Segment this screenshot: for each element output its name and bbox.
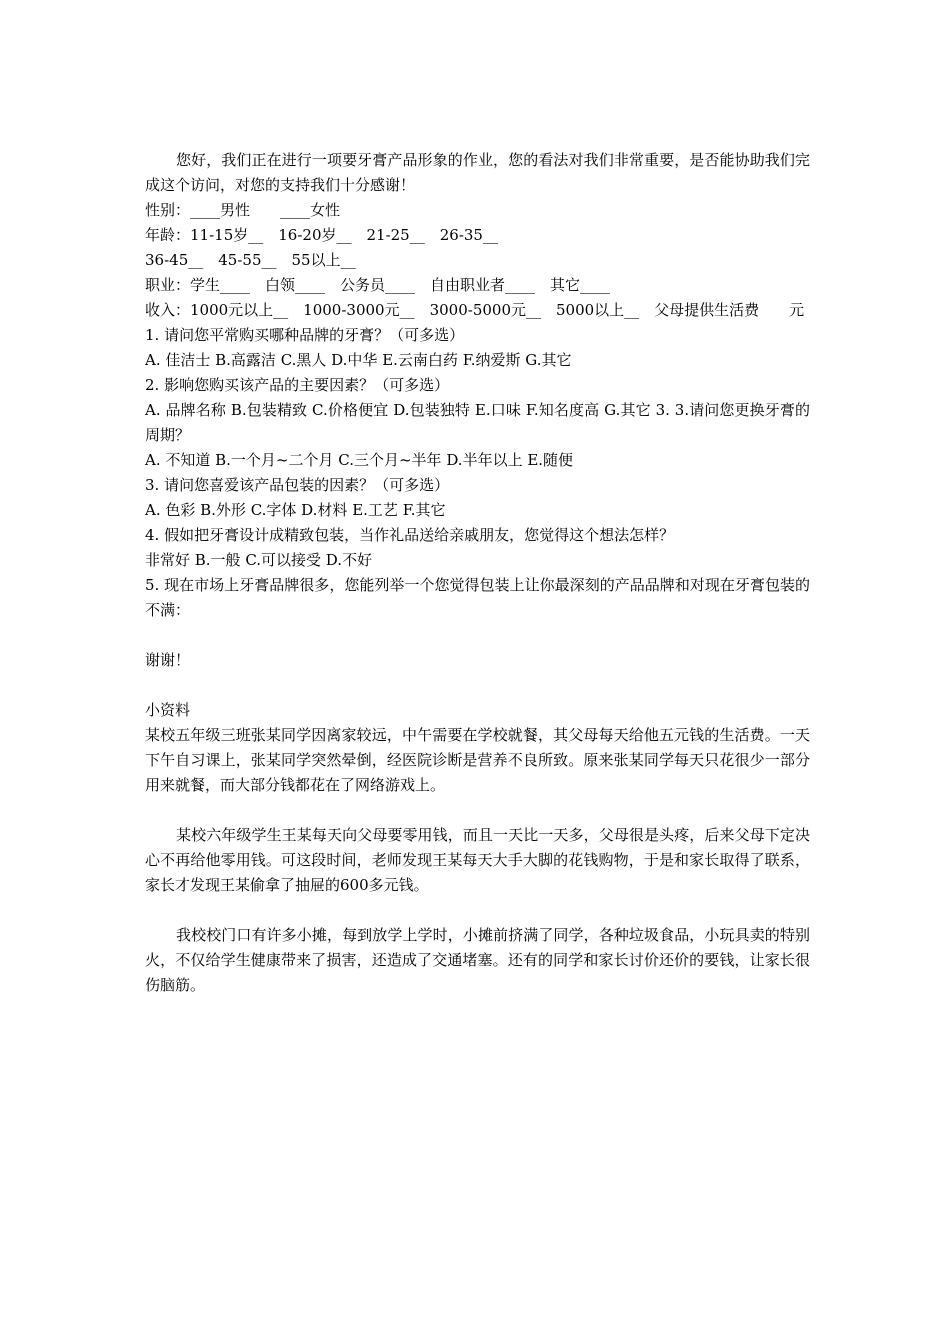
spacer xyxy=(145,898,810,923)
material-heading: 小资料 xyxy=(145,701,191,719)
spacer xyxy=(145,673,810,698)
income-field: 收入：1000元以上__ 1000-3000元__ 3000-5000元__ 5000以上__ 父母提供生活费 元 xyxy=(145,301,805,319)
survey-intro: 您好，我们正在进行一项要牙膏产品形象的作业，您的看法对我们非常重要，是否能协助我们完成这个访问，对您的支持我们十分感谢！ xyxy=(145,151,810,194)
material-story-3: 我校校门口有许多小摊，每到放学上学时，小摊前挤满了同学，各种垃圾食品，小玩具卖的特别火，不仅给学生健康带来了损害，还造成了交通堵塞。还有的同学和家长讨价还价的要钱，让家长很伤脑筋。 xyxy=(145,926,810,994)
question-2: 2. 影响您购买该产品的主要因素？（可多选） xyxy=(145,376,450,394)
age-field-line-1: 年龄：11-15岁__ 16-20岁__ 21-25__ 26-35__ xyxy=(145,226,498,244)
occupation-field: 职业：学生____ 白领____ 公务员____ 自由职业者____ 其它____ xyxy=(145,276,611,294)
material-story-2: 某校六年级学生王某每天向父母要零用钱，而且一天比一天多，父母很是头疼，后来父母下定决心不再给他零用钱。可这段时间，老师发现王某每天大手大脚的花钱购物，于是和家长取得了联系，家长才发现王某偷拿了抽屉的600多元钱。 xyxy=(145,826,810,894)
question-5: 5. 现在市场上牙膏品牌很多，您能列举一个您觉得包装上让你最深刻的产品品牌和对现在牙膏包装的不满： xyxy=(145,576,810,619)
gender-field: 性别：____男性 ____女性 xyxy=(145,201,341,219)
question-1: 1. 请问您平常购买哪种品牌的牙膏？（可多选） xyxy=(145,326,465,344)
question-3-options: A. 色彩 B.外形 C.字体 D.材料 E.工艺 F.其它 xyxy=(145,501,446,519)
question-3a-options: A. 不知道 B.一个月~二个月 C.三个月~半年 D.半年以上 E.随便 xyxy=(145,451,574,469)
thanks-text: 谢谢！ xyxy=(145,651,191,669)
question-4-options: 非常好 B.一般 C.可以接受 D.不好 xyxy=(145,551,373,569)
document-page xyxy=(145,148,810,998)
question-1-options: A. 佳洁士 B.高露洁 C.黑人 D.中华 E.云南白药 F.纳爱斯 G.其它 xyxy=(145,351,572,369)
age-field-line-2: 36-45__ 45-55__ 55以上__ xyxy=(145,251,356,269)
material-story-1: 某校五年级三班张某同学因离家较远，中午需要在学校就餐，其父母每天给他五元钱的生活费。一天下午自习课上，张某同学突然晕倒，经医院诊断是营养不良所致。原来张某同学每天只花很少一部分用来就餐，而大部分钱都花在了网络游戏上。 xyxy=(145,726,810,794)
question-2-options: A. 品牌名称 B.包装精致 C.价格便宜 D.包装独特 E.口味 F.知名度高 G.其它 3. 3.请问您更换牙膏的周期？ xyxy=(145,401,810,444)
question-4: 4. 假如把牙膏设计成精致包装，当作礼品送给亲戚朋友，您觉得这个想法怎样？ xyxy=(145,526,675,544)
question-3: 3. 请问您喜爱该产品包装的因素？（可多选） xyxy=(145,476,450,494)
spacer xyxy=(145,798,810,823)
spacer xyxy=(145,623,810,648)
